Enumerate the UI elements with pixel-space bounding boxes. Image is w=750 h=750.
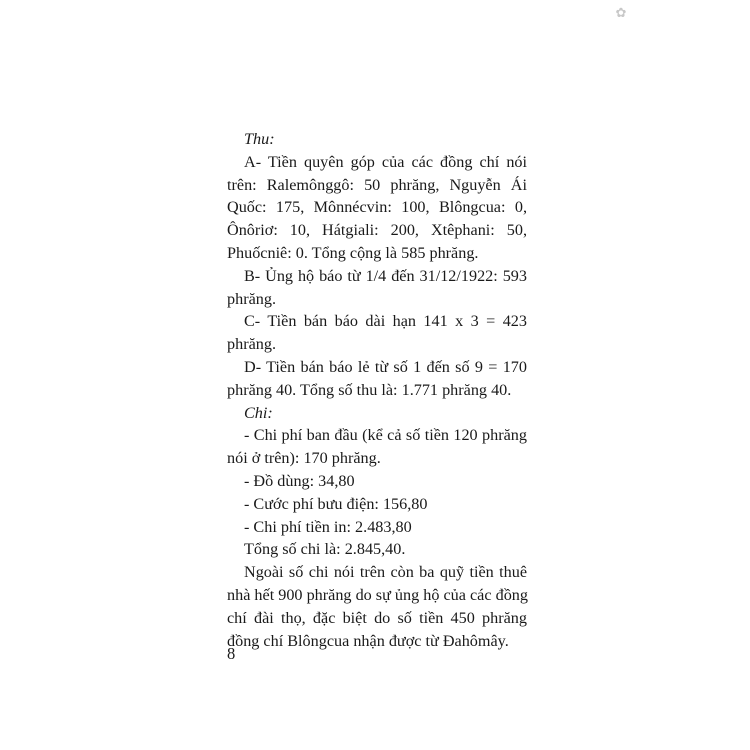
paragraph-line: C- Tiền bán báo dài hạn 141 x 3 = 423 <box>244 312 527 331</box>
paragraph-line: Tổng số chi là: 2.845,40. <box>244 540 406 559</box>
flower-ornament-icon: ✿ <box>615 5 627 20</box>
paragraph-line: A- Tiền quyên góp của các đồng chí nói <box>244 152 527 171</box>
paragraph-line: Phuốcniê: 0. Tổng cộng là 585 phrăng. <box>227 243 479 262</box>
section-heading-expenses: Chi: <box>244 403 273 422</box>
paragraph-line: đồng chí Blôngcua nhận được từ Đahômây. <box>227 631 509 650</box>
paragraph-line: - Cước phí bưu điện: 156,80 <box>244 494 428 513</box>
paragraph-line: D- Tiền bán báo lẻ từ số 1 đến số 9 = 170 <box>244 357 527 376</box>
paragraph-line: - Đồ dùng: 34,80 <box>244 471 355 490</box>
paragraph-line: phrăng. <box>227 335 276 354</box>
paragraph-line: trên: Ralemônggô: 50 phrăng, Nguyễn Ái <box>227 175 527 194</box>
section-heading-income: Thu: <box>244 130 275 148</box>
paragraph-line: B- Ủng hộ báo từ 1/4 đến 31/12/1922: 593 <box>244 266 527 285</box>
paragraph-line: - Chi phí tiền in: 2.483,80 <box>244 517 412 536</box>
paragraph-line: - Chi phí ban đầu (kể cả số tiền 120 phrăng <box>244 426 527 445</box>
paragraph-line: phrăng. <box>227 289 276 308</box>
paragraph-line: Quốc: 175, Mônnécvin: 100, Blôngcua: 0, <box>227 198 527 217</box>
page-text <box>227 128 527 652</box>
paragraph-line: chí đài thọ, đặc biệt do số tiền 450 phrăng <box>227 608 527 627</box>
paragraph-line: Ônôriơ: 10, Hátgiali: 200, Xtêphani: 50, <box>227 221 527 240</box>
paragraph-line: nói ở trên): 170 phrăng. <box>227 449 381 468</box>
paragraph-line: phrăng 40. Tổng số thu là: 1.771 phrăng 40. <box>227 380 512 399</box>
paragraph-line: Ngoài số chi nói trên còn ba quỹ tiền thuê <box>244 563 527 582</box>
paragraph-line: nhà hết 900 phrăng do sự ủng hộ của các đồng <box>227 585 528 604</box>
page-number: 8 <box>227 644 236 663</box>
